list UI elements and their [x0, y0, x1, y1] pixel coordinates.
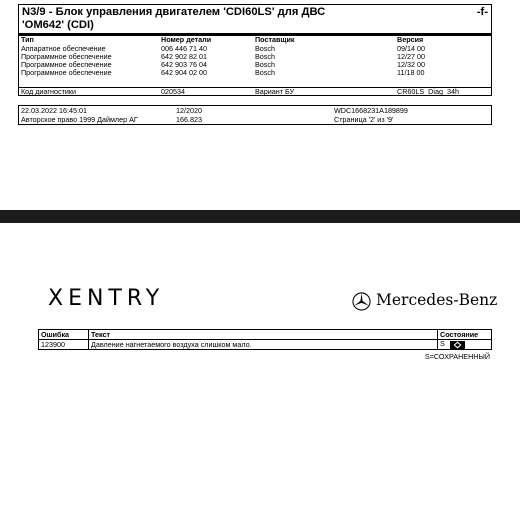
diag-variant-label: Вариант БУ — [255, 87, 295, 96]
col-header-part-number: Номер детали — [161, 35, 212, 44]
row-type: Программное обеспечение — [21, 60, 112, 69]
session-datetime: 22.03.2022 16:45:01 — [21, 106, 87, 115]
col-header-version: Версия — [397, 35, 424, 44]
row-version: 11/18 00 — [397, 68, 425, 77]
stored-state-icon — [450, 341, 465, 349]
row-part-number: 006 446 71 40 — [161, 44, 207, 53]
mercedes-benz-wordmark: Mercedes-Benz — [376, 291, 498, 309]
diag-variant-value: CR60LS_Diag_34h — [397, 87, 459, 96]
col-header-text: Текст — [89, 330, 438, 340]
col-header-fault: Ошибка — [39, 330, 89, 340]
vehicle-vin: WDC1668231A189899 — [334, 106, 408, 115]
fault-table-header — [39, 330, 492, 340]
control-unit-report — [18, 4, 492, 96]
xentry-logo: XENTRY — [48, 286, 165, 311]
row-part-number: 642 903 76 04 — [161, 60, 207, 69]
row-supplier: Bosch — [255, 68, 275, 77]
row-supplier: Bosch — [255, 44, 275, 53]
diag-code-label: Код диагностики — [21, 87, 77, 96]
copyright-notice: Авторское право 1999 Даймлер АГ — [21, 115, 138, 124]
col-header-supplier: Поставщик — [255, 35, 295, 44]
row-part-number: 642 904 02 00 — [161, 68, 207, 77]
table-row[interactable] — [39, 340, 492, 350]
state-legend: S=СОХРАНЕННЫЙ — [424, 352, 490, 361]
mercedes-star-icon — [352, 292, 371, 311]
row-version: 12/27 00 — [397, 52, 425, 61]
row-part-number: 642 902 82 01 — [161, 52, 207, 61]
diag-code-value: 020534 — [161, 87, 185, 96]
row-type: Программное обеспечение — [21, 52, 112, 61]
report-flag: -f- — [476, 6, 488, 18]
col-header-state: Состояние — [438, 330, 492, 340]
fault-code: 123900 — [39, 340, 89, 350]
row-version: 12/32 00 — [397, 60, 425, 69]
report-title-line1: N3/9 - Блок управления двигателем 'CDI60LS' для ДВС — [22, 6, 326, 18]
fault-text: Давление нагнетаемого воздуха слишком мало. — [89, 340, 438, 350]
row-supplier: Bosch — [255, 60, 275, 69]
row-version: 09/14 00 — [397, 44, 425, 53]
report-title — [22, 6, 488, 32]
page-indicator: Страница '2' из '9' — [334, 115, 394, 124]
fault-state-cell — [438, 340, 492, 350]
row-type: Программное обеспечение — [21, 68, 112, 77]
software-version-date: 12/2020 — [176, 106, 202, 115]
report-title-line2: 'OM642' (CDI) — [22, 19, 94, 31]
col-header-type: Тип — [21, 35, 34, 44]
row-type: Аппаратное обеспечение — [21, 44, 106, 53]
session-info — [18, 105, 492, 125]
row-supplier: Bosch — [255, 52, 275, 61]
fault-state: S — [440, 339, 445, 349]
fault-table — [38, 329, 492, 350]
model-code: 166.823 — [176, 115, 202, 124]
page-separator — [0, 210, 520, 223]
